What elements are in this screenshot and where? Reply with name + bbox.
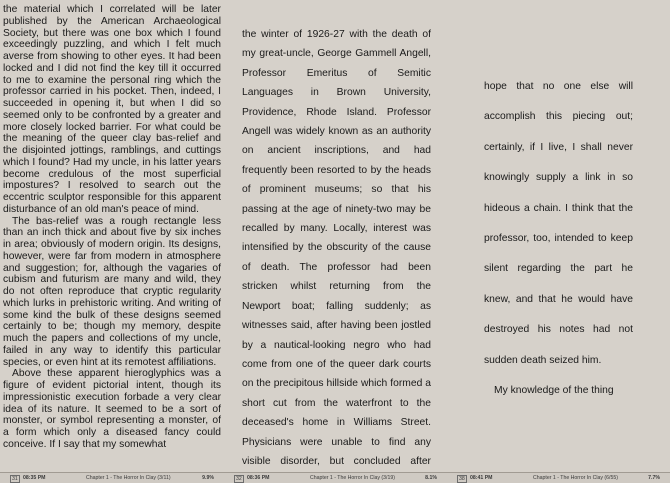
- chapter-progress: Chapter 1 - The Horror In Clay (3/19): [310, 475, 395, 481]
- reader-pane-3[interactable]: [447, 0, 670, 471]
- chapter-progress: Chapter 1 - The Horror In Clay (6/55): [533, 475, 618, 481]
- chapter-progress: Chapter 1 - The Horror In Clay (3/11): [86, 475, 171, 481]
- book-percent: 8.1%: [425, 475, 437, 481]
- paragraph: Above these apparent hieroglyphics was a figure of evident pictorial intent, though its impressionistic execution forbade a very clear idea of its nature. It seemed to be a sort of monster, or symbol representing a monster, of a form which only a diseased fancy could conceive. If I say that my somewhat: [3, 368, 221, 450]
- clock-time: 08:35 PM: [23, 475, 46, 481]
- status-bar: [224, 472, 447, 483]
- page-number-badge: 38: [459, 476, 465, 482]
- page-text: [484, 72, 633, 406]
- page-text: [3, 4, 221, 451]
- status-bar: [447, 472, 670, 483]
- reader-pane-1[interactable]: [0, 0, 224, 471]
- clock-time: 08:41 PM: [470, 475, 493, 481]
- page-text: [242, 25, 431, 471]
- paragraph: the winter of 1926-27 with the death of my great-uncle, George Gammell Angell, Professor Emeritus of Semitic Languages in Brown University, Providence, Rhode Island. Professor Angell was widely known as an authority on ancient inscriptions, and had frequently been resorted to by the heads of prominent museums; so that his passing at the age of ninety-two may be recalled by many. Locally, interest was intensified by the obscurity of the cause of death. The professor had been stricken whilst returning from the Newport boat; falling suddenly; as witnesses said, after having been jostled by a nautical-looking negro who had come from one of the queer dark courts on the precipitous hillside which formed a short cut from the waterfront to the deceased's home in Williams Street. Physicians were unable to find any visible disorder, but concluded after: [242, 29, 431, 467]
- page-number-badge: 32: [236, 476, 242, 482]
- paragraph: hope that no one else will accomplish this piecing out; certainly, if I live, I shall never knowingly supply a link in so hideous a chain. I think that the professor, too, intended to keep silent regarding the part he knew, and that he would have destroyed his notes had not sudden death seized him.: [484, 81, 633, 366]
- reader-pane-2[interactable]: [224, 0, 447, 471]
- book-percent: 9.9%: [202, 475, 214, 481]
- status-bar: [0, 472, 224, 483]
- paragraph: the material which I correlated will be later published by the American Archaeological Society, but there was one box which I found exceedingly puzzling, and which I felt much averse from showing to other eyes. It had been locked and I did not find the key till it occurred to me to examine the personal ring which the professor carried in his pocket. Then, indeed, I succeeded in opening it, but when I did so seemed only to be confronted by a greater and more closely locked barrier. For what could be the meaning of the queer clay bas-relief and the disjointed jottings, ramblings, and cuttings which I found? Had my uncle, in his latter years become credulous of the most superficial impostures? I resolved to search out the eccentric sculptor responsible for this apparent disturbance of an old man's peace of mind.: [3, 4, 221, 215]
- paragraph: The bas-relief was a rough rectangle less than an inch thick and about five by six inches in area; obviously of modern origin. Its designs, however, were far from modern in atmosphere and suggestion; for, although the vagaries of cubism and futurism are many and wild, they do not often reproduce that cryptic regularity which lurks in prehistoric writing. And writing of some kind the bulk of these designs seemed certainly to be; though my memory, despite much the papers and collections of my uncle, failed in any way to identify this particular species, or even hint at its remotest affiliations.: [3, 215, 221, 368]
- book-percent: 7.7%: [648, 475, 660, 481]
- paragraph: My knowledge of the thing: [494, 385, 614, 397]
- page-number-badge: 31: [12, 476, 18, 482]
- clock-time: 08:36 PM: [247, 475, 270, 481]
